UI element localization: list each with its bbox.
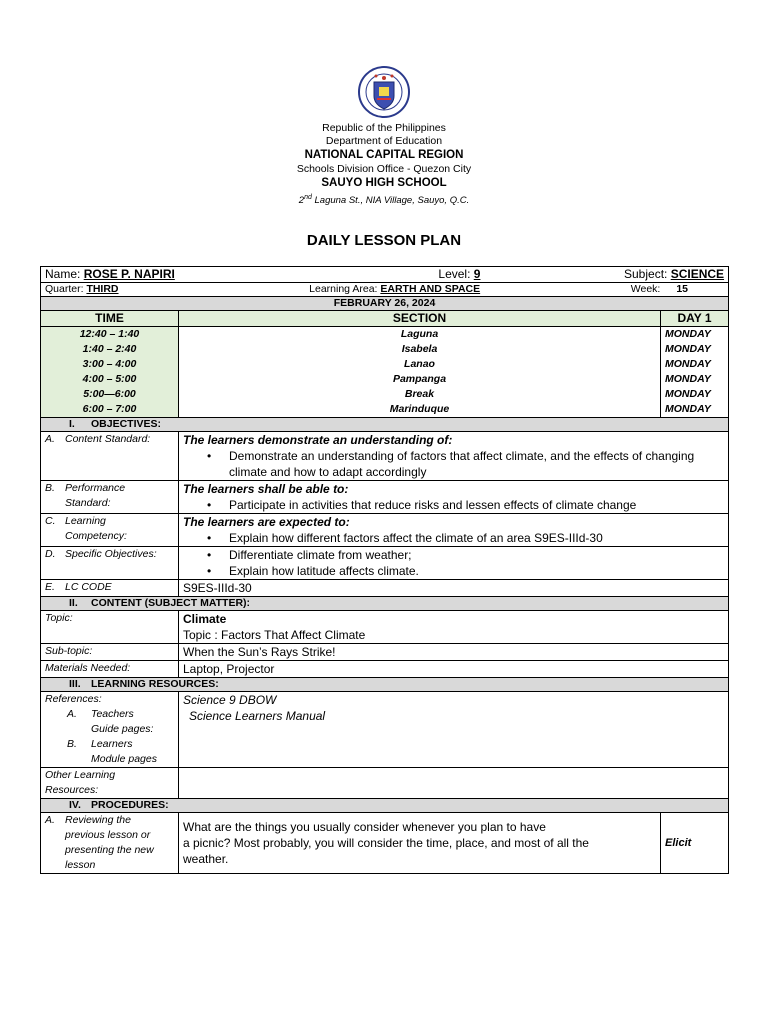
- specific-objectives-label: D. Specific Objectives:: [41, 547, 179, 580]
- department-text: Department of Education: [325, 135, 443, 147]
- performance-standard-row: [41, 481, 729, 514]
- teacher-name: Name: ROSE P. NAPIRI: [45, 267, 175, 281]
- specific-objectives-row: [41, 547, 729, 580]
- schedule-body-row: [41, 327, 729, 418]
- school-name: SAUYO HIGH SCHOOL: [321, 177, 447, 189]
- time-column: [41, 327, 179, 418]
- objectives-heading: I. OBJECTIVES:: [41, 418, 729, 432]
- section-header: SECTION: [179, 311, 661, 327]
- other-resources-value: [179, 768, 729, 799]
- time-cell: 3:00 – 4:00: [82, 358, 137, 370]
- procedure-a-tag: Elicit: [661, 813, 729, 874]
- bullet-item: • Differentiate climate from weather;: [183, 547, 724, 563]
- teacher-info-row: [41, 267, 729, 283]
- section-cell: Lanao: [404, 358, 435, 370]
- specific-objectives-value: [179, 547, 729, 580]
- procedure-a-label: A. Reviewing the previous lesson or presenting the new lesson: [41, 813, 179, 874]
- time-header: TIME: [41, 311, 179, 327]
- bullet-item: • Demonstrate an understanding of factors that affect climate, and the effects of changing climate and how to adapt accordingly: [183, 448, 724, 480]
- day-cell: MONDAY: [665, 388, 711, 400]
- other-resources-row: [41, 768, 729, 799]
- learning-competency-label: C. Learning Competency:: [41, 514, 179, 547]
- other-resources-label: Other Learning Resources:: [41, 768, 179, 799]
- day-cell: MONDAY: [665, 343, 711, 355]
- bullet-item: • Participate in activities that reduce risks and lessen effects of climate change: [183, 497, 724, 513]
- procedure-a-row: [41, 813, 729, 874]
- division-text: Schools Division Office - Quezon City: [296, 163, 472, 175]
- references-row: [41, 692, 729, 768]
- learning-competency-row: [41, 514, 729, 547]
- resources-heading-row: [41, 678, 729, 692]
- deped-seal-logo: [358, 66, 410, 118]
- procedures-heading: IV. PROCEDURES:: [41, 799, 729, 813]
- section-cell: Marinduque: [389, 403, 450, 415]
- schedule-header-row: [41, 311, 729, 327]
- procedures-heading-row: [41, 799, 729, 813]
- republic-text: Republic of the Philippines: [322, 122, 446, 134]
- time-cell: 1:40 – 2:40: [82, 343, 137, 355]
- region-text: NATIONAL CAPITAL REGION: [304, 149, 464, 161]
- day-cell: MONDAY: [665, 328, 711, 340]
- day-cell: MONDAY: [665, 358, 711, 370]
- subtopic-label: Sub-topic:: [41, 644, 179, 661]
- letterhead: [0, 66, 768, 207]
- section-column: [179, 327, 661, 418]
- references-value: Science 9 DBOW Science Learners Manual: [179, 692, 729, 768]
- grade-level: Level: 9: [438, 267, 481, 281]
- week: Week: 15: [630, 283, 689, 295]
- day-column: [661, 327, 729, 418]
- quarter-info-row: [41, 283, 729, 297]
- lesson-date: FEBRUARY 26, 2024: [41, 297, 729, 311]
- time-cell: 6:00 – 7:00: [82, 403, 137, 415]
- topic-row: [41, 611, 729, 644]
- time-cell: 12:40 – 1:40: [79, 328, 140, 340]
- lc-code-value: S9ES-IIId-30: [179, 580, 729, 597]
- subtopic-row: [41, 644, 729, 661]
- content-heading: II. CONTENT (SUBJECT MATTER):: [41, 597, 729, 611]
- references-label: References: A. Teachers Guide pages: B. Learners Module pages: [41, 692, 179, 768]
- quarter: Quarter: THIRD: [45, 283, 119, 295]
- objectives-heading-row: [41, 418, 729, 432]
- materials-label: Materials Needed:: [41, 661, 179, 678]
- subject: Subject: SCIENCE: [624, 267, 725, 281]
- bullet-item: • Explain how different factors affect the climate of an area S9ES-IIId-30: [183, 530, 724, 546]
- resources-heading: III. LEARNING RESOURCES:: [41, 678, 729, 692]
- date-row: [41, 297, 729, 311]
- section-cell: Pampanga: [392, 373, 447, 385]
- lc-code-label: E. LC CODE: [41, 580, 179, 597]
- section-cell: Isabela: [401, 343, 438, 355]
- bullet-item: • Explain how latitude affects climate.: [183, 563, 724, 579]
- topic-label: Topic:: [41, 611, 179, 644]
- school-address: 2nd Laguna St., NIA Village, Sauyo, Q.C.: [298, 194, 470, 207]
- time-cell: 4:00 – 5:00: [82, 373, 137, 385]
- learning-competency-value: The learners are expected to: • Explain how different factors affect the climate of an area S9ES-IIId-30: [179, 514, 729, 547]
- day-header: DAY 1: [661, 311, 729, 327]
- topic-value: Climate Topic : Factors That Affect Climate: [179, 611, 729, 644]
- section-cell: Break: [404, 388, 435, 400]
- day-cell: MONDAY: [665, 403, 711, 415]
- time-cell: 5:00—6:00: [83, 388, 136, 400]
- materials-row: [41, 661, 729, 678]
- lc-code-row: [41, 580, 729, 597]
- performance-standard-label: B. Performance Standard:: [41, 481, 179, 514]
- performance-standard-value: The learners shall be able to: • Participate in activities that reduce risks and lessen effects of climate change: [179, 481, 729, 514]
- learning-area: Learning Area: EARTH AND SPACE: [309, 283, 481, 295]
- content-standard-value: The learners demonstrate an understanding of: • Demonstrate an understanding of factors that affect climate, and the effects of changing climate and how to adapt accordingly: [179, 432, 729, 481]
- subtopic-value: When the Sun’s Rays Strike!: [179, 644, 729, 661]
- procedure-a-text: What are the things you usually consider whenever you plan to have a picnic? Most probably, you will consider the time, place, and most of all the weather.: [179, 813, 661, 874]
- content-standard-row: [41, 432, 729, 481]
- lesson-plan-table: [40, 266, 729, 874]
- section-cell: Laguna: [400, 328, 439, 340]
- day-cell: MONDAY: [665, 373, 711, 385]
- page-title: DAILY LESSON PLAN: [306, 232, 462, 249]
- materials-value: Laptop, Projector: [179, 661, 729, 678]
- content-standard-label: A. Content Standard:: [41, 432, 179, 481]
- content-heading-row: [41, 597, 729, 611]
